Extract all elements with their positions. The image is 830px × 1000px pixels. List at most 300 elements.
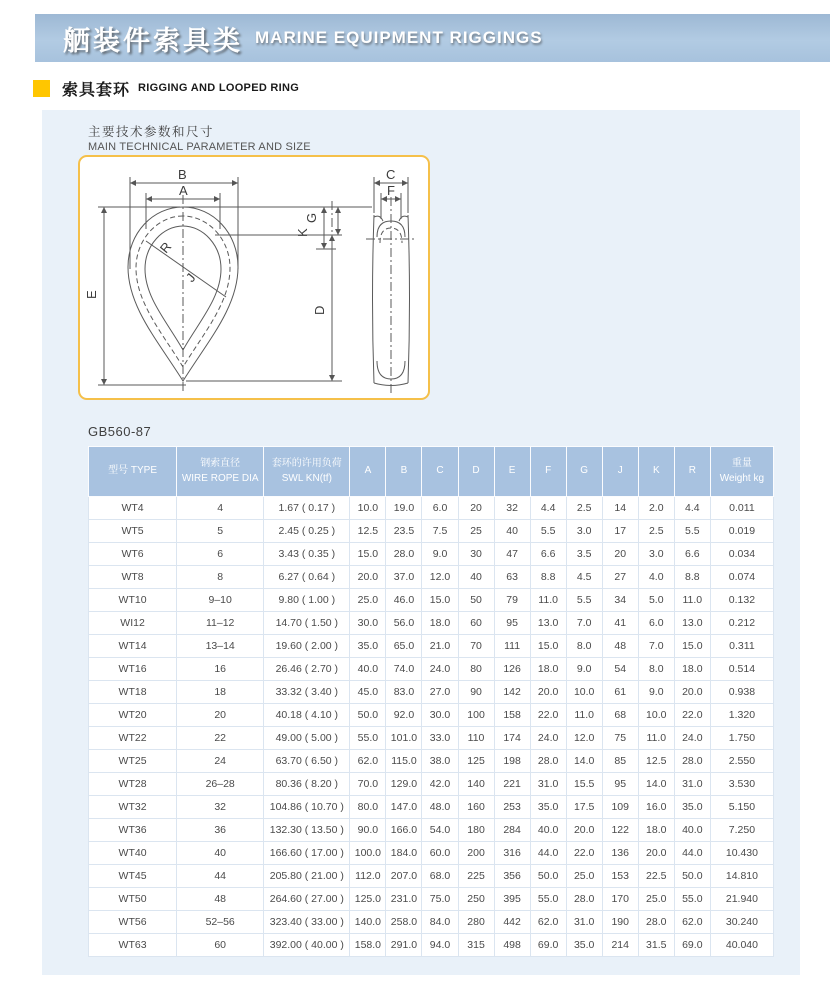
table-cell: 50.0 (350, 704, 386, 727)
table-cell: 31.0 (674, 773, 710, 796)
table-cell: 38.0 (422, 750, 458, 773)
table-cell: 15.0 (422, 589, 458, 612)
table-cell: 20 (458, 497, 494, 520)
table-cell: 30.240 (710, 911, 773, 934)
table-cell: 280 (458, 911, 494, 934)
thimble-front-view (128, 195, 238, 391)
table-cell: 140.0 (350, 911, 386, 934)
table-cell: 16 (177, 658, 264, 681)
table-cell: 49.00 ( 5.00 ) (264, 727, 350, 750)
table-cell: 13.0 (674, 612, 710, 635)
table-cell: 30.0 (350, 612, 386, 635)
table-cell: 17.5 (566, 796, 602, 819)
table-cell: 62.0 (350, 750, 386, 773)
table-cell: 225 (458, 865, 494, 888)
table-row (89, 842, 774, 865)
table-cell: 4.4 (530, 497, 566, 520)
column-header: K (638, 447, 674, 497)
section-heading (33, 78, 299, 98)
table-cell: 20.0 (530, 681, 566, 704)
table-cell: 498 (494, 934, 530, 957)
table-cell: 45.0 (350, 681, 386, 704)
table-cell: 50.0 (530, 865, 566, 888)
column-header: B (386, 447, 422, 497)
table-cell: 40.040 (710, 934, 773, 957)
table-cell: 56.0 (386, 612, 422, 635)
table-cell: 7.250 (710, 819, 773, 842)
column-header: D (458, 447, 494, 497)
table-cell: 264.60 ( 27.00 ) (264, 888, 350, 911)
table-cell: 65.0 (386, 635, 422, 658)
table-cell: 8.8 (674, 566, 710, 589)
table-cell: 15.0 (530, 635, 566, 658)
parameter-title-english: MAIN TECHNICAL PARAMETER AND SIZE (88, 141, 311, 153)
table-cell: 4.0 (638, 566, 674, 589)
table-cell: 0.514 (710, 658, 773, 681)
table-cell: 62.0 (674, 911, 710, 934)
table-cell: 80.0 (350, 796, 386, 819)
table-cell: 63 (494, 566, 530, 589)
table-cell: WT28 (89, 773, 177, 796)
table-cell: 9–10 (177, 589, 264, 612)
table-cell: 25.0 (638, 888, 674, 911)
table-cell: 32 (177, 796, 264, 819)
table-cell: 6.0 (638, 612, 674, 635)
table-cell: 5 (177, 520, 264, 543)
table-cell: 129.0 (386, 773, 422, 796)
dim-label-f: F (387, 183, 395, 198)
table-cell: 316 (494, 842, 530, 865)
table-cell: 125.0 (350, 888, 386, 911)
dim-label-r: R (156, 239, 175, 256)
table-cell: 198 (494, 750, 530, 773)
table-cell: 8.8 (530, 566, 566, 589)
table-cell: 30 (458, 543, 494, 566)
dim-label-e: E (84, 290, 99, 299)
table-cell: 221 (494, 773, 530, 796)
table-cell: 147.0 (386, 796, 422, 819)
table-cell: 68 (602, 704, 638, 727)
spec-table-body (89, 497, 774, 957)
dim-label-a: A (179, 183, 188, 198)
table-cell: 153 (602, 865, 638, 888)
table-cell: WT40 (89, 842, 177, 865)
table-cell: 395 (494, 888, 530, 911)
table-cell: 27.0 (422, 681, 458, 704)
table-cell: 4 (177, 497, 264, 520)
table-cell: 36 (177, 819, 264, 842)
table-cell: 14 (602, 497, 638, 520)
table-cell: 12.5 (638, 750, 674, 773)
table-cell: 6.0 (422, 497, 458, 520)
table-cell: 40 (458, 566, 494, 589)
table-cell: 20.0 (674, 681, 710, 704)
banner-title-chinese: 舾装件索具类 (63, 25, 243, 56)
table-cell: 0.034 (710, 543, 773, 566)
table-cell: 158.0 (350, 934, 386, 957)
table-cell: 2.0 (638, 497, 674, 520)
table-row (89, 520, 774, 543)
table-cell: 214 (602, 934, 638, 957)
table-row (89, 635, 774, 658)
table-cell: 54.0 (422, 819, 458, 842)
table-cell: 62.0 (530, 911, 566, 934)
table-cell: 253 (494, 796, 530, 819)
table-cell: 75 (602, 727, 638, 750)
table-row (89, 727, 774, 750)
table-cell: 14.0 (566, 750, 602, 773)
table-cell: 174 (494, 727, 530, 750)
column-header: C (422, 447, 458, 497)
table-cell: 23.5 (386, 520, 422, 543)
table-cell: 25.0 (566, 865, 602, 888)
table-cell: 55.0 (530, 888, 566, 911)
table-cell: 46.0 (386, 589, 422, 612)
table-cell: 90 (458, 681, 494, 704)
table-cell: 11.0 (566, 704, 602, 727)
table-cell: 44 (177, 865, 264, 888)
table-cell: 9.0 (638, 681, 674, 704)
table-cell: 40.0 (674, 819, 710, 842)
table-row (89, 796, 774, 819)
table-cell: 6.27 ( 0.64 ) (264, 566, 350, 589)
table-cell: 54 (602, 658, 638, 681)
table-cell: WT20 (89, 704, 177, 727)
table-cell: 28.0 (386, 543, 422, 566)
table-cell: 207.0 (386, 865, 422, 888)
table-cell: 28.0 (530, 750, 566, 773)
table-cell: 112.0 (350, 865, 386, 888)
table-cell: 3.530 (710, 773, 773, 796)
table-cell: 31.0 (530, 773, 566, 796)
table-cell: WI12 (89, 612, 177, 635)
table-cell: 35.0 (566, 934, 602, 957)
table-cell: 8.0 (638, 658, 674, 681)
table-cell: 122 (602, 819, 638, 842)
table-cell: WT16 (89, 658, 177, 681)
dim-label-j: J (182, 270, 199, 285)
table-cell: 0.011 (710, 497, 773, 520)
table-cell: WT4 (89, 497, 177, 520)
side-dimensions (295, 201, 338, 381)
table-cell: WT25 (89, 750, 177, 773)
table-cell: WT14 (89, 635, 177, 658)
table-cell: 18.0 (638, 819, 674, 842)
dim-label-b: B (178, 167, 187, 182)
table-cell: 70.0 (350, 773, 386, 796)
table-cell: 323.40 ( 33.00 ) (264, 911, 350, 934)
table-cell: 9.0 (566, 658, 602, 681)
table-cell: 5.5 (566, 589, 602, 612)
table-row (89, 543, 774, 566)
table-cell: 42.0 (422, 773, 458, 796)
table-cell: 200 (458, 842, 494, 865)
table-cell: 132.30 ( 13.50 ) (264, 819, 350, 842)
table-cell: 250 (458, 888, 494, 911)
table-cell: 166.0 (386, 819, 422, 842)
table-cell: 61 (602, 681, 638, 704)
table-cell: 34 (602, 589, 638, 612)
table-cell: 109 (602, 796, 638, 819)
table-cell: WT10 (89, 589, 177, 612)
table-cell: 18.0 (530, 658, 566, 681)
table-cell: 142 (494, 681, 530, 704)
table-cell: 4.4 (674, 497, 710, 520)
table-cell: 2.5 (566, 497, 602, 520)
table-cell: 74.0 (386, 658, 422, 681)
table-cell: 442 (494, 911, 530, 934)
table-cell: 22.0 (530, 704, 566, 727)
table-cell: 392.00 ( 40.00 ) (264, 934, 350, 957)
table-row (89, 704, 774, 727)
table-cell: WT36 (89, 819, 177, 842)
table-cell: 70 (458, 635, 494, 658)
table-cell: WT8 (89, 566, 177, 589)
table-cell: 115.0 (386, 750, 422, 773)
table-cell: WT5 (89, 520, 177, 543)
table-cell: 100 (458, 704, 494, 727)
parameter-title-chinese: 主要技术参数和尺寸 (88, 125, 215, 139)
table-cell: 24.0 (674, 727, 710, 750)
table-cell: 3.43 ( 0.35 ) (264, 543, 350, 566)
column-header: 钢索直径 WIRE ROPE DIA (177, 447, 264, 497)
table-cell: 8.0 (566, 635, 602, 658)
table-cell: 1.750 (710, 727, 773, 750)
table-cell: 28.0 (638, 911, 674, 934)
table-cell: 10.0 (566, 681, 602, 704)
projection-lines (183, 207, 372, 381)
table-cell: 190 (602, 911, 638, 934)
table-cell: 3.0 (638, 543, 674, 566)
table-cell: 8 (177, 566, 264, 589)
table-cell: 50 (458, 589, 494, 612)
table-cell: WT63 (89, 934, 177, 957)
table-cell: 170 (602, 888, 638, 911)
table-cell: 18.0 (422, 612, 458, 635)
table-cell: 26.46 ( 2.70 ) (264, 658, 350, 681)
table-cell: 69.0 (674, 934, 710, 957)
table-cell: 5.5 (530, 520, 566, 543)
table-cell: 13–14 (177, 635, 264, 658)
table-cell: 60 (458, 612, 494, 635)
table-cell: 80 (458, 658, 494, 681)
table-cell: 180 (458, 819, 494, 842)
table-cell: 7.0 (638, 635, 674, 658)
table-cell: WT56 (89, 911, 177, 934)
table-cell: 11.0 (638, 727, 674, 750)
table-cell: 6.6 (530, 543, 566, 566)
table-row (89, 612, 774, 635)
table-cell: 19.60 ( 2.00 ) (264, 635, 350, 658)
table-cell: 35.0 (674, 796, 710, 819)
technical-drawing-box (78, 155, 430, 400)
section-title-english: RIGGING AND LOOPED RING (138, 82, 300, 94)
table-row (89, 865, 774, 888)
table-cell: 19.0 (386, 497, 422, 520)
table-cell: 14.70 ( 1.50 ) (264, 612, 350, 635)
table-cell: 48 (602, 635, 638, 658)
table-cell: 22.0 (674, 704, 710, 727)
table-cell: 44.0 (530, 842, 566, 865)
column-header: A (350, 447, 386, 497)
table-cell: 160 (458, 796, 494, 819)
table-cell: 136 (602, 842, 638, 865)
table-cell: 60.0 (422, 842, 458, 865)
table-row (89, 566, 774, 589)
table-cell: 2.550 (710, 750, 773, 773)
table-cell: 100.0 (350, 842, 386, 865)
table-cell: 25.0 (350, 589, 386, 612)
table-cell: 110 (458, 727, 494, 750)
table-cell: 125 (458, 750, 494, 773)
front-view-dimensions (84, 167, 238, 385)
table-cell: 0.938 (710, 681, 773, 704)
table-cell: 9.0 (422, 543, 458, 566)
table-row (89, 589, 774, 612)
table-cell: 101.0 (386, 727, 422, 750)
section-title-chinese: 索具套环 (62, 81, 131, 99)
table-row (89, 750, 774, 773)
table-cell: 15.0 (674, 635, 710, 658)
table-cell: 31.0 (566, 911, 602, 934)
table-cell: 111 (494, 635, 530, 658)
table-cell: 22 (177, 727, 264, 750)
spec-table-header-row (89, 447, 774, 497)
table-cell: 140 (458, 773, 494, 796)
table-cell: 17 (602, 520, 638, 543)
table-cell: 0.074 (710, 566, 773, 589)
table-cell: 231.0 (386, 888, 422, 911)
table-cell: 284 (494, 819, 530, 842)
column-header: 重量 Weight kg (710, 447, 773, 497)
table-cell: 15.0 (350, 543, 386, 566)
table-cell: 2.45 ( 0.25 ) (264, 520, 350, 543)
table-cell: 32 (494, 497, 530, 520)
table-cell: 158 (494, 704, 530, 727)
table-cell: 37.0 (386, 566, 422, 589)
table-cell: WT50 (89, 888, 177, 911)
table-cell: 28.0 (674, 750, 710, 773)
table-cell: 80.36 ( 8.20 ) (264, 773, 350, 796)
table-cell: 79 (494, 589, 530, 612)
table-cell: WT18 (89, 681, 177, 704)
dim-label-g: G (304, 212, 319, 223)
table-cell: 0.212 (710, 612, 773, 635)
table-row (89, 773, 774, 796)
thimble-side-view (366, 197, 416, 395)
table-cell: 14.810 (710, 865, 773, 888)
table-cell: 55.0 (674, 888, 710, 911)
table-cell: 75.0 (422, 888, 458, 911)
table-cell: 90.0 (350, 819, 386, 842)
table-cell: 68.0 (422, 865, 458, 888)
table-cell: 40.0 (530, 819, 566, 842)
table-cell: 50.0 (674, 865, 710, 888)
table-cell: 4.5 (566, 566, 602, 589)
table-cell: 94.0 (422, 934, 458, 957)
table-cell: 0.019 (710, 520, 773, 543)
table-row (89, 888, 774, 911)
table-cell: 84.0 (422, 911, 458, 934)
table-cell: 3.0 (566, 520, 602, 543)
table-cell: 13.0 (530, 612, 566, 635)
table-cell: 21.940 (710, 888, 773, 911)
table-cell: WT32 (89, 796, 177, 819)
table-row (89, 911, 774, 934)
table-cell: 291.0 (386, 934, 422, 957)
table-cell: WT45 (89, 865, 177, 888)
table-cell: 28.0 (566, 888, 602, 911)
table-cell: 315 (458, 934, 494, 957)
table-cell: 12.0 (422, 566, 458, 589)
table-cell: 40.18 ( 4.10 ) (264, 704, 350, 727)
table-cell: 25 (458, 520, 494, 543)
table-cell: 166.60 ( 17.00 ) (264, 842, 350, 865)
table-cell: 95 (494, 612, 530, 635)
dim-label-c: C (386, 167, 396, 182)
table-cell: 6 (177, 543, 264, 566)
table-cell: 27 (602, 566, 638, 589)
table-cell: 83.0 (386, 681, 422, 704)
table-row (89, 934, 774, 957)
table-cell: 95 (602, 773, 638, 796)
table-cell: 16.0 (638, 796, 674, 819)
table-cell: 47 (494, 543, 530, 566)
banner-title-english: MARINE EQUIPMENT RIGGINGS (255, 28, 543, 47)
table-cell: 0.132 (710, 589, 773, 612)
table-cell: 22.5 (638, 865, 674, 888)
table-cell: 31.5 (638, 934, 674, 957)
table-cell: 18 (177, 681, 264, 704)
table-cell: 26–28 (177, 773, 264, 796)
table-cell: 92.0 (386, 704, 422, 727)
table-cell: 85 (602, 750, 638, 773)
dim-label-k: K (295, 228, 310, 237)
table-cell: 44.0 (674, 842, 710, 865)
table-cell: 33.32 ( 3.40 ) (264, 681, 350, 704)
table-cell: 10.0 (638, 704, 674, 727)
table-cell: 30.0 (422, 704, 458, 727)
dim-label-d: D (312, 305, 327, 315)
table-cell: 20.0 (566, 819, 602, 842)
table-cell: 7.0 (566, 612, 602, 635)
table-cell: 60 (177, 934, 264, 957)
table-cell: 126 (494, 658, 530, 681)
table-cell: 12.5 (350, 520, 386, 543)
column-header: F (530, 447, 566, 497)
table-cell: 52–56 (177, 911, 264, 934)
table-cell: 24.0 (422, 658, 458, 681)
column-header: E (494, 447, 530, 497)
table-cell: 12.0 (566, 727, 602, 750)
table-cell: 20.0 (638, 842, 674, 865)
table-cell: 10.0 (350, 497, 386, 520)
thimble-dimension-drawing (80, 157, 428, 398)
table-cell: 40 (494, 520, 530, 543)
table-cell: 20 (602, 543, 638, 566)
column-header: 型号 TYPE (89, 447, 177, 497)
yellow-square-icon (33, 80, 50, 97)
table-cell: 22.0 (566, 842, 602, 865)
table-cell: 184.0 (386, 842, 422, 865)
table-cell: 1.320 (710, 704, 773, 727)
table-cell: 33.0 (422, 727, 458, 750)
content-panel (42, 110, 800, 975)
page-banner (35, 14, 830, 62)
table-cell: 0.311 (710, 635, 773, 658)
table-cell: 2.5 (638, 520, 674, 543)
table-row (89, 819, 774, 842)
